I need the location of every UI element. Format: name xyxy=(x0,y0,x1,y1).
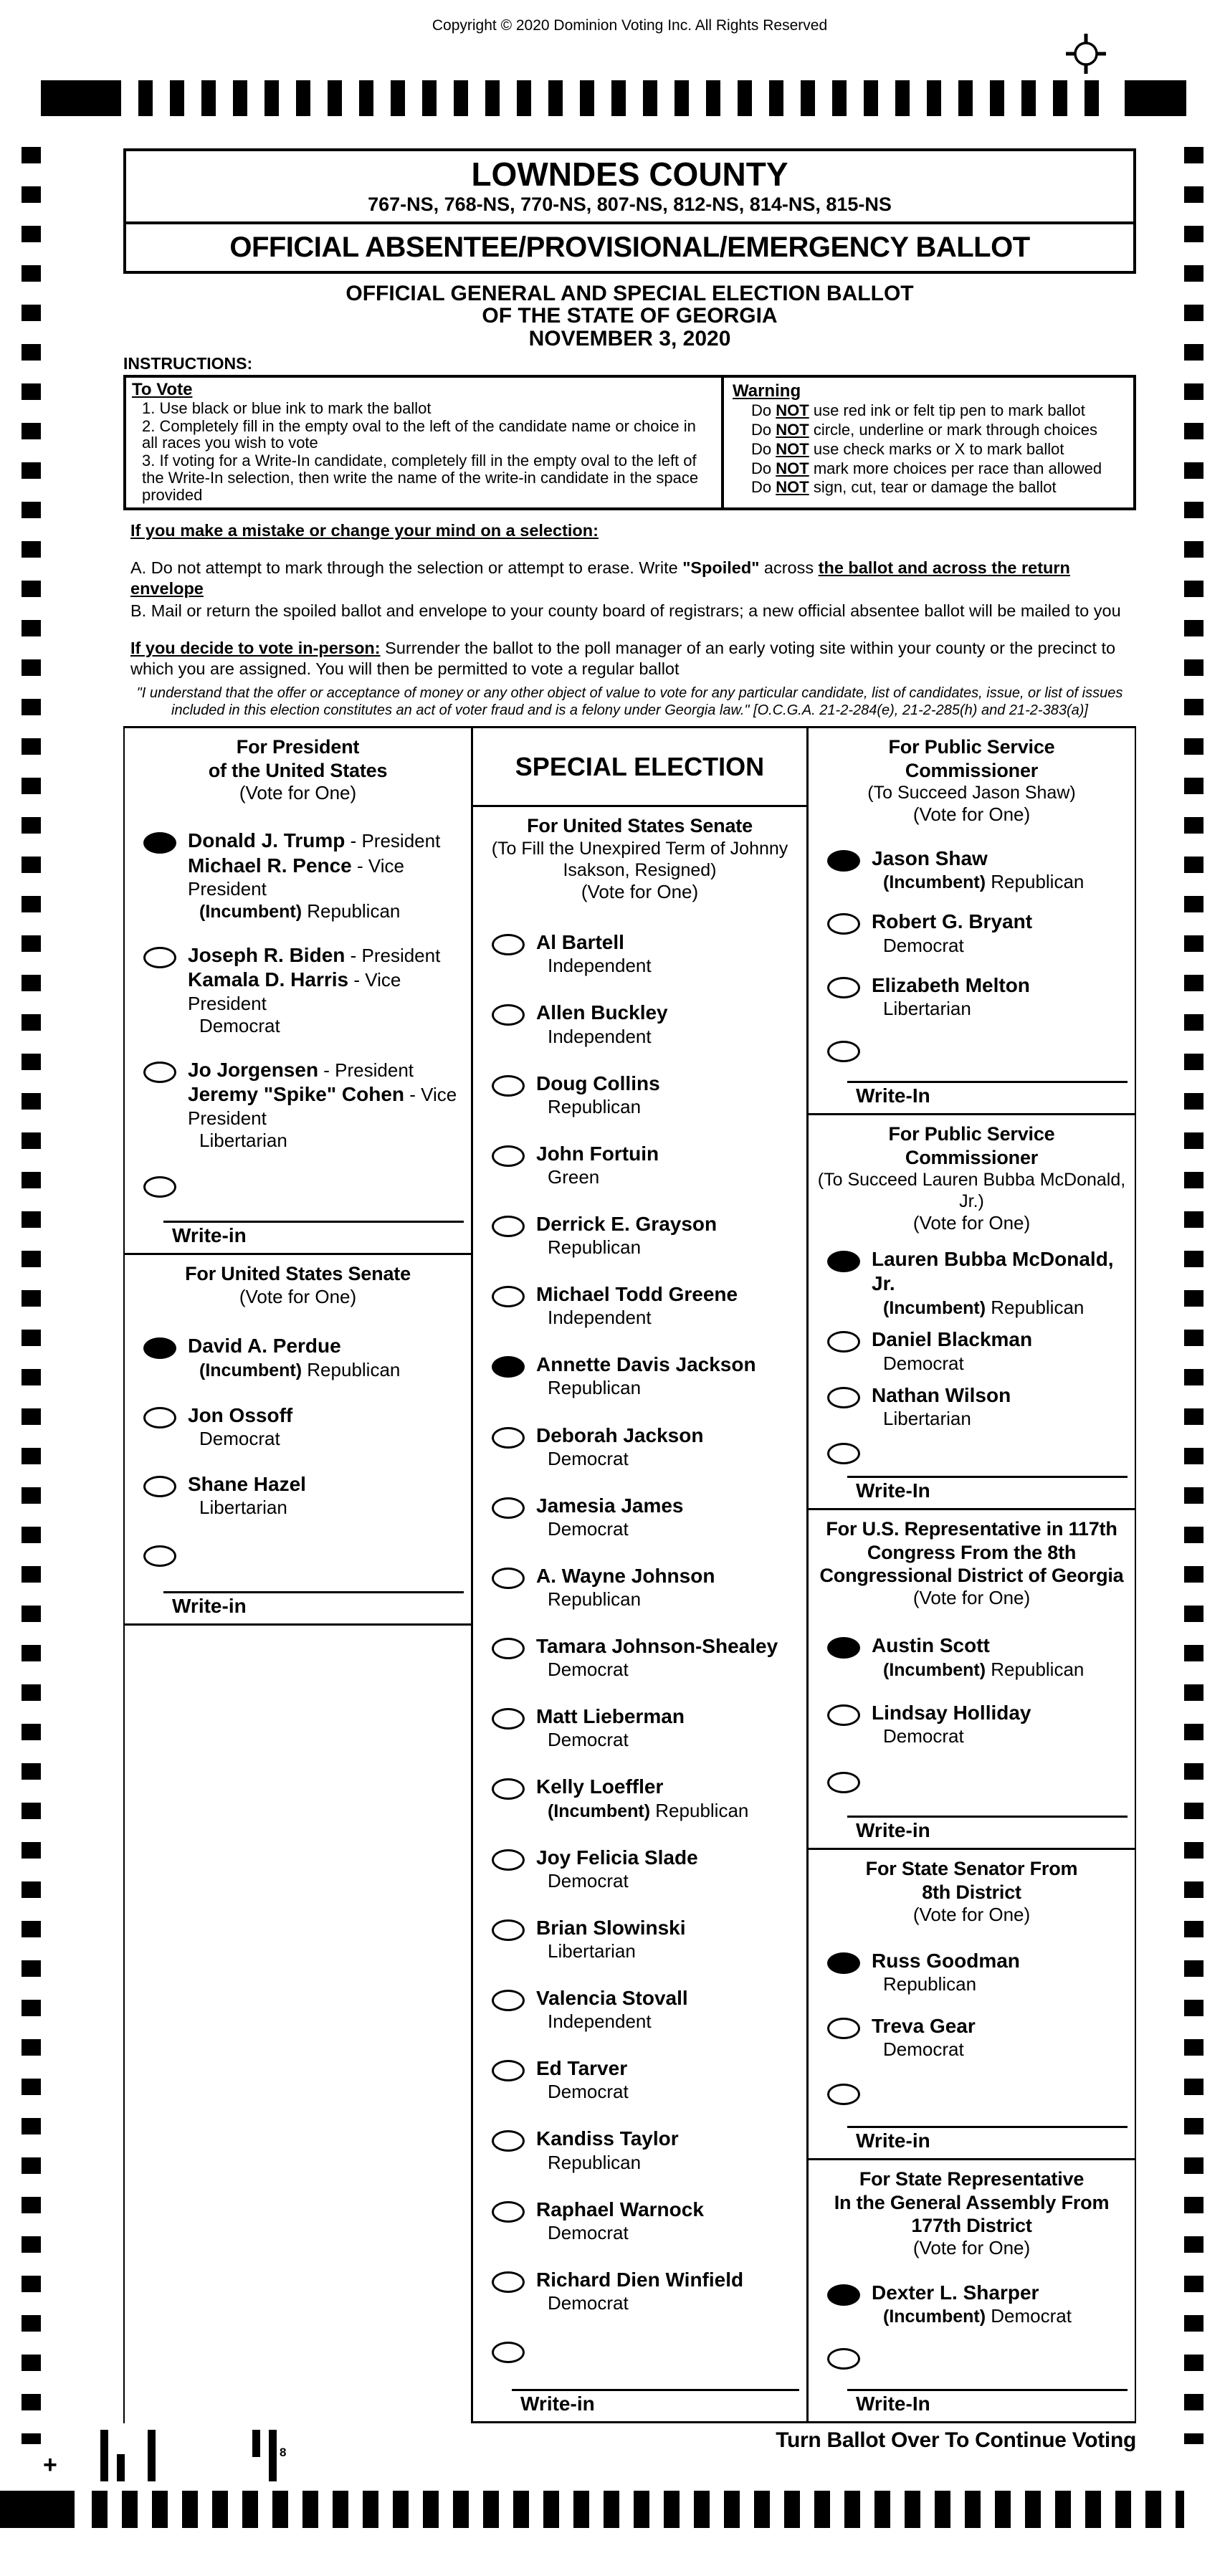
warning-item: Do NOT mark more choices per race than allowed xyxy=(751,459,1102,477)
instructions-label: INSTRUCTIONS: xyxy=(123,353,253,373)
candidate-name: Al Bartell xyxy=(536,931,624,954)
candidate-name: Nathan Wilson xyxy=(872,1384,1011,1407)
race-psc-shaw xyxy=(809,728,1135,1115)
to-vote-title: To Vote xyxy=(132,379,193,399)
write-in-label: Write-in xyxy=(172,1224,247,1247)
timing-block xyxy=(1125,80,1186,116)
mistake-instructions xyxy=(123,520,1136,679)
candidate-oval[interactable] xyxy=(827,1331,860,1353)
candidate-row xyxy=(827,910,1132,957)
candidate-name: Jamesia James xyxy=(536,1494,684,1517)
candidate-oval[interactable] xyxy=(492,2271,525,2293)
candidate-row xyxy=(492,2127,804,2174)
race-title-line: For Public Service xyxy=(888,1123,1055,1145)
race-header xyxy=(809,1115,1135,1236)
election-title xyxy=(123,282,1136,350)
candidate-name: John Fortuin xyxy=(536,1142,659,1165)
candidate-party: (Incumbent) Republican xyxy=(883,1296,1085,1318)
candidate-row xyxy=(492,1072,804,1119)
candidate-row xyxy=(492,1704,804,1752)
candidate-row xyxy=(827,1949,1132,1996)
write-in-candidate-row xyxy=(143,1173,468,1198)
write-in-label: Write-In xyxy=(856,1084,930,1107)
warning-item: Do NOT use check marks or X to mark ballot xyxy=(751,439,1064,458)
candidate-row xyxy=(827,1383,1132,1431)
candidate-party: (Incumbent) Republican xyxy=(883,871,1085,893)
candidate-oval[interactable] xyxy=(492,1778,525,1800)
candidate-name: Donald J. Trump - President xyxy=(188,829,441,852)
candidate-list xyxy=(809,1236,1135,1476)
candidate-party: Independent xyxy=(548,1307,652,1329)
candidate-name: Elizabeth Melton xyxy=(872,974,1030,997)
candidate-list xyxy=(125,1310,471,1591)
candidate-party: (Incumbent) Republican xyxy=(199,1358,401,1380)
candidate-oval[interactable] xyxy=(827,2018,860,2039)
race-subtitle-line: (To Succeed Lauren Bubba McDonald, Jr.) xyxy=(817,1170,1126,1212)
race-title-line: For United States Senate xyxy=(527,815,753,837)
race-subtitle-line: Isakson, Resigned) xyxy=(563,859,717,880)
race-title-line: of the United States xyxy=(208,759,388,781)
candidate-oval[interactable] xyxy=(492,1145,525,1167)
write-in-oval[interactable] xyxy=(827,1443,860,1464)
race-subtitle-line: (To Succeed Jason Shaw) xyxy=(867,783,1076,803)
candidate-row xyxy=(143,829,468,923)
write-in-section xyxy=(809,1081,1135,1113)
race-title-line: 8th District xyxy=(922,1881,1021,1903)
timing-marks-bottom xyxy=(0,2491,1184,2528)
candidate-oval[interactable] xyxy=(492,1075,525,1097)
candidate-oval[interactable] xyxy=(492,1497,525,1519)
write-in-oval[interactable] xyxy=(143,1176,176,1198)
warning-box xyxy=(724,375,1136,510)
precinct-list: 767-NS, 768-NS, 770-NS, 807-NS, 812-NS, 814-NS, 815-NS xyxy=(368,194,892,216)
race-title-line: For State Senator From xyxy=(865,1858,1078,1880)
race-subtitle-line: (To Fill the Unexpired Term of Johnny xyxy=(491,838,788,859)
race-us-rep-117 xyxy=(809,1510,1135,1850)
candidate-list xyxy=(809,827,1135,1081)
candidate-name: Deborah Jackson xyxy=(536,1423,704,1446)
race-us-senate xyxy=(125,1255,471,1626)
warning-item: Do NOT use red ink or felt tip pen to mark ballot xyxy=(751,401,1085,420)
candidate-name: Russ Goodman xyxy=(872,1949,1020,1972)
write-in-oval[interactable] xyxy=(143,1545,176,1567)
write-in-oval[interactable] xyxy=(827,1041,860,1062)
ballot-main xyxy=(123,148,1136,2423)
candidate-oval[interactable] xyxy=(492,1216,525,1237)
candidate-row xyxy=(492,2056,804,2104)
candidate-oval[interactable] xyxy=(492,2201,525,2223)
write-in-section xyxy=(473,2389,806,2421)
timing-block xyxy=(41,80,121,116)
candidate-name: Tamara Johnson-Shealey xyxy=(536,1635,778,1658)
candidate-row xyxy=(492,2268,804,2315)
mistake-line-b: B. Mail or return the spoiled ballot and envelope to your county board of registrars; a new official absentee ballot will be mailed to you xyxy=(130,601,1121,621)
race-state-senator-8 xyxy=(809,1850,1135,2160)
race-psc-mcdonald xyxy=(809,1115,1135,1510)
candidate-party: Libertarian xyxy=(548,1940,636,1962)
race-special-us-senate xyxy=(473,807,806,2423)
candidate-party: Democrat xyxy=(883,1725,964,1747)
race-title-line: Commissioner xyxy=(905,1146,1039,1168)
registration-marks xyxy=(0,2423,323,2494)
registration-bar xyxy=(148,2430,156,2481)
write-in-section xyxy=(125,1221,471,1253)
candidate-party: Republican xyxy=(548,1095,642,1117)
candidate-row xyxy=(492,1212,804,1259)
write-in-candidate-row xyxy=(827,1037,1132,1062)
candidate-name: Shane Hazel xyxy=(188,1473,306,1496)
race-title-line: Congressional District of Georgia xyxy=(819,1565,1124,1587)
candidate-list xyxy=(809,1927,1135,2126)
candidate-oval[interactable] xyxy=(492,934,525,955)
candidate-name: Lindsay Holliday xyxy=(872,1701,1031,1724)
candidate-party: Republican xyxy=(548,2151,642,2173)
candidate-name: Treva Gear xyxy=(872,2015,976,2038)
candidate-oval[interactable] xyxy=(143,947,176,968)
column-middle xyxy=(471,728,809,2423)
candidate-party: Democrat xyxy=(548,1729,629,1751)
candidate-party: Democrat xyxy=(883,2038,964,2061)
race-header xyxy=(809,728,1135,827)
registration-bar xyxy=(117,2454,125,2481)
vote-in-person-note: If you decide to vote in-person: Surrender the ballot to the poll manager of an early voting site within your county or the precinct to which you are assigned. You will then be permitted to vote a regular ballot xyxy=(130,638,1116,679)
candidate-party: Republican xyxy=(548,1588,642,1611)
plus-registration-mark: + xyxy=(43,2451,57,2479)
candidate-row xyxy=(827,2014,1132,2061)
candidate-row xyxy=(827,973,1132,1021)
timing-marks-top xyxy=(41,80,1186,116)
candidate-row xyxy=(143,1058,468,1153)
instructions-row xyxy=(123,375,1136,510)
candidate-name: Dexter L. Sharper xyxy=(872,2281,1039,2304)
candidate-party: Green xyxy=(548,1165,600,1188)
candidate-party: Independent xyxy=(548,1025,652,1047)
candidate-party: Democrat xyxy=(548,2291,629,2314)
write-in-label: Write-in xyxy=(520,2393,595,2415)
race-title-line: Congress From the 8th xyxy=(867,1541,1077,1563)
candidate-party: (Incumbent) Republican xyxy=(883,1658,1085,1680)
candidate-name: Jason Shaw xyxy=(872,846,988,869)
candidate-row xyxy=(492,1142,804,1189)
race-header xyxy=(125,1255,471,1310)
race-title-line: For U.S. Representative in 117th xyxy=(826,1518,1117,1540)
race-title-line: Commissioner xyxy=(905,759,1039,781)
candidate-oval[interactable] xyxy=(827,1952,860,1974)
candidate-oval[interactable] xyxy=(827,1637,860,1659)
race-title-line: For President xyxy=(236,736,360,758)
candidate-oval[interactable] xyxy=(492,1427,525,1449)
candidate-row xyxy=(827,1633,1132,1681)
write-in-section xyxy=(809,2389,1135,2421)
candidate-row xyxy=(143,1403,468,1451)
vote-for-instruction: (Vote for One) xyxy=(581,880,699,902)
write-in-candidate-row xyxy=(827,1768,1132,1793)
candidate-row xyxy=(492,1916,804,1963)
candidate-party: Democrat xyxy=(199,1015,280,1037)
candidate-row xyxy=(827,1701,1132,1748)
candidate-party: Democrat xyxy=(548,1659,629,1681)
candidate-oval[interactable] xyxy=(827,2284,860,2306)
candidate-name: Michael Todd Greene xyxy=(536,1283,738,1306)
candidate-row xyxy=(827,2281,1132,2328)
candidate-oval[interactable] xyxy=(492,1286,525,1307)
write-in-candidate-row xyxy=(143,1542,468,1567)
timing-block xyxy=(0,2491,75,2528)
write-in-label: Write-in xyxy=(856,2129,930,2152)
write-in-oval[interactable] xyxy=(827,1772,860,1793)
candidate-name: Kelly Loeffler xyxy=(536,1775,664,1798)
race-grid xyxy=(123,726,1136,2423)
candidate-party: Democrat xyxy=(548,1517,629,1540)
candidate-name: Jon Ossoff xyxy=(188,1403,293,1426)
candidate-row xyxy=(492,1634,804,1681)
candidate-name: David A. Perdue xyxy=(188,1335,341,1358)
candidate-list xyxy=(473,905,806,2389)
candidate-name: Derrick E. Grayson xyxy=(536,1212,718,1235)
candidate-oval[interactable] xyxy=(492,1708,525,1730)
candidate-party: (Incumbent) Republican xyxy=(199,900,401,922)
registration-digit: 8 xyxy=(280,2446,287,2459)
timing-bars xyxy=(138,80,1105,116)
write-in-candidate-row xyxy=(827,1439,1132,1464)
candidate-oval[interactable] xyxy=(827,913,860,935)
write-in-oval[interactable] xyxy=(492,2342,525,2363)
candidate-name: Annette Davis Jackson xyxy=(536,1353,756,1376)
candidate-party: Independent xyxy=(548,955,652,977)
candidate-oval[interactable] xyxy=(827,850,860,872)
candidate-party: Democrat xyxy=(883,934,964,956)
candidate-list xyxy=(809,1611,1135,1816)
warning-item: Do NOT sign, cut, tear or damage the ballot xyxy=(751,478,1057,497)
race-header xyxy=(473,807,806,905)
write-in-oval[interactable] xyxy=(827,2084,860,2105)
vote-for-instruction: (Vote for One) xyxy=(912,1587,1031,1609)
candidate-running-mate: Michael R. Pence - Vice President xyxy=(188,854,404,900)
copyright-text: Copyright © 2020 Dominion Voting Inc. All Rights Reserved xyxy=(432,17,828,34)
candidate-oval[interactable] xyxy=(492,1568,525,1589)
candidate-name: Austin Scott xyxy=(872,1634,990,1657)
candidate-name: Joseph R. Biden - President xyxy=(188,944,441,967)
candidate-name: Ed Tarver xyxy=(536,2057,628,2080)
to-vote-box xyxy=(123,375,724,510)
write-in-candidate-row xyxy=(827,2344,1132,2370)
timing-marks-right xyxy=(1184,147,1203,2444)
candidate-name: Lauren Bubba McDonald, Jr. xyxy=(872,1248,1114,1295)
warning-item: Do NOT circle, underline or mark through choices xyxy=(751,420,1098,439)
candidate-name: Richard Dien Winfield xyxy=(536,2268,744,2291)
county-name: LOWNDES COUNTY xyxy=(471,156,788,193)
candidate-name: Robert G. Bryant xyxy=(872,910,1033,933)
race-header xyxy=(125,728,471,806)
ballot-type-title: OFFICIAL ABSENTEE/PROVISIONAL/EMERGENCY BALLOT xyxy=(229,232,1030,264)
candidate-oval[interactable] xyxy=(827,1387,860,1408)
turn-ballot-over-text: Turn Ballot Over To Continue Voting xyxy=(776,2428,1136,2452)
candidate-oval[interactable] xyxy=(143,1062,176,1083)
mistake-heading: If you make a mistake or change your mind on a selection: xyxy=(130,521,599,540)
candidate-party: Democrat xyxy=(548,2221,629,2243)
candidate-row xyxy=(492,2198,804,2245)
candidate-party: Republican xyxy=(548,1236,642,1259)
candidate-name: Daniel Blackman xyxy=(872,1328,1033,1351)
candidate-running-mate: Jeremy "Spike" Cohen - Vice President xyxy=(188,1083,457,1129)
candidate-row xyxy=(143,1334,468,1381)
timing-marks-left xyxy=(22,147,41,2444)
candidate-name: Doug Collins xyxy=(536,1072,660,1094)
registration-bar xyxy=(100,2430,108,2481)
candidate-row xyxy=(492,930,804,978)
candidate-party: Democrat xyxy=(199,1428,280,1449)
vote-for-instruction: (Vote for One) xyxy=(912,1904,1031,1926)
write-in-label: Write-In xyxy=(856,1479,930,1502)
candidate-row xyxy=(492,1282,804,1330)
candidate-row xyxy=(492,1001,804,1048)
candidate-row xyxy=(143,1472,468,1520)
candidate-row xyxy=(827,1327,1132,1375)
candidate-list xyxy=(809,2261,1135,2390)
race-title-line: For Public Service xyxy=(888,736,1055,758)
race-state-rep-177 xyxy=(809,2160,1135,2423)
candidate-party: Democrat xyxy=(548,2081,629,2103)
write-in-section xyxy=(809,1816,1135,1848)
candidate-oval[interactable] xyxy=(143,1476,176,1497)
candidate-oval[interactable] xyxy=(492,2130,525,2152)
vote-for-instruction: (Vote for One) xyxy=(912,803,1031,826)
candidate-party: Libertarian xyxy=(199,1130,287,1152)
candidate-oval[interactable] xyxy=(143,832,176,854)
candidate-party: Democrat xyxy=(548,1869,629,1892)
candidate-party: (Incumbent) Republican xyxy=(548,1799,749,1821)
candidate-running-mate: Kamala D. Harris - Vice President xyxy=(188,968,401,1014)
candidate-oval[interactable] xyxy=(143,1337,176,1359)
candidate-party: Democrat xyxy=(883,1352,964,1374)
race-title-line: 177th District xyxy=(911,2215,1032,2237)
write-in-candidate-row xyxy=(492,2338,804,2363)
candidate-oval[interactable] xyxy=(492,2060,525,2081)
candidate-row xyxy=(492,1494,804,1541)
candidate-row xyxy=(827,1247,1132,1319)
candidate-oval[interactable] xyxy=(492,1638,525,1659)
election-title-line: OFFICIAL GENERAL AND SPECIAL ELECTION BALLOT xyxy=(345,282,914,306)
write-in-label: Write-in xyxy=(172,1595,247,1618)
mistake-line-a: A. Do not attempt to mark through the selection or attempt to erase. Write "Spoiled" across the ballot and across the return envelope xyxy=(130,558,1070,598)
race-title-line: For State Representative xyxy=(859,2168,1085,2190)
candidate-row xyxy=(492,1353,804,1400)
write-in-section xyxy=(809,2126,1135,2158)
candidate-party: Libertarian xyxy=(883,1408,971,1430)
candidate-party: Republican xyxy=(548,1377,642,1399)
to-vote-item: 1. Use black or blue ink to mark the ballot xyxy=(142,399,432,417)
registration-crosshair-icon xyxy=(1064,32,1108,76)
special-election-banner: SPECIAL ELECTION xyxy=(473,728,806,807)
candidate-party: Democrat xyxy=(548,1447,629,1469)
candidate-oval[interactable] xyxy=(492,1356,525,1378)
candidate-party: Libertarian xyxy=(199,1497,287,1519)
candidate-name: Valencia Stovall xyxy=(536,1987,688,2009)
write-in-label: Write-in xyxy=(856,1819,930,1842)
candidate-name: Joy Felicia Slade xyxy=(536,1846,698,1869)
race-header xyxy=(809,2160,1135,2261)
write-in-label: Write-In xyxy=(856,2393,930,2415)
to-vote-item: 2. Completely fill in the empty oval to the left of the candidate name or choice in all races you wish to vote xyxy=(142,416,696,452)
registration-bar xyxy=(269,2430,277,2481)
candidate-name: Allen Buckley xyxy=(536,1001,668,1024)
candidate-oval[interactable] xyxy=(492,1919,525,1941)
candidate-row xyxy=(492,1775,804,1822)
candidate-oval[interactable] xyxy=(492,1004,525,1026)
election-title-line: NOVEMBER 3, 2020 xyxy=(528,326,731,350)
registration-bar xyxy=(252,2430,260,2457)
timing-bars xyxy=(92,2491,1184,2528)
candidate-oval[interactable] xyxy=(143,1407,176,1428)
candidate-oval[interactable] xyxy=(827,1704,860,1726)
race-header xyxy=(809,1850,1135,1927)
race-title-line: In the General Assembly From xyxy=(834,2191,1110,2213)
candidate-name: Matt Lieberman xyxy=(536,1705,685,1728)
vote-for-instruction: (Vote for One) xyxy=(239,782,357,804)
candidate-oval[interactable] xyxy=(492,1990,525,2011)
race-president xyxy=(125,728,471,1255)
column-left xyxy=(125,728,471,2423)
candidate-row xyxy=(827,846,1132,894)
candidate-row xyxy=(492,1423,804,1471)
ballot-header-box xyxy=(123,148,1136,274)
candidate-oval[interactable] xyxy=(492,1849,525,1871)
candidate-party: Libertarian xyxy=(883,998,971,1020)
write-in-oval[interactable] xyxy=(827,2348,860,2370)
candidate-name: A. Wayne Johnson xyxy=(536,1564,715,1587)
write-in-section xyxy=(809,1476,1135,1508)
vote-for-instruction: (Vote for One) xyxy=(239,1285,357,1307)
candidate-row xyxy=(492,1846,804,1893)
candidate-row xyxy=(492,1986,804,2033)
column-right xyxy=(809,728,1135,2423)
warning-title: Warning xyxy=(733,381,801,401)
vote-for-instruction: (Vote for One) xyxy=(912,2237,1031,2259)
empty-space xyxy=(125,1626,471,2423)
race-header xyxy=(809,1510,1135,1611)
candidate-name: Kandiss Taylor xyxy=(536,2127,679,2150)
race-title-line: For United States Senate xyxy=(185,1263,411,1285)
write-in-section xyxy=(125,1591,471,1623)
candidate-party: Independent xyxy=(548,2010,652,2033)
vote-for-instruction: (Vote for One) xyxy=(912,1212,1031,1234)
candidate-row xyxy=(143,943,468,1038)
election-title-line: OF THE STATE OF GEORGIA xyxy=(482,304,778,328)
to-vote-item: 3. If voting for a Write-In candidate, completely fill in the empty oval to the left of the Write-In selection, then write the name of the write-in candidate in the space provided xyxy=(142,452,699,504)
candidate-list xyxy=(125,806,471,1221)
candidate-name: Brian Slowinski xyxy=(536,1916,686,1939)
candidate-oval[interactable] xyxy=(827,977,860,998)
write-in-candidate-row xyxy=(827,2080,1132,2105)
candidate-name: Raphael Warnock xyxy=(536,2198,704,2220)
candidate-party: (Incumbent) Democrat xyxy=(883,2305,1072,2327)
candidate-name: Jo Jorgensen - President xyxy=(188,1059,414,1082)
candidate-row xyxy=(492,1564,804,1611)
candidate-party: Republican xyxy=(883,1972,977,1995)
fraud-disclaimer: "I understand that the offer or acceptance of money or any other object of value to vote for any particular candidate, list of candidates, issue, or list of issues included in this election constitutes an act of voter fraud and is a felony under Georgia law." [O.C.G.A. 21-2-284(e), 21-2-285(h) and 21-2-383(a)] xyxy=(136,684,1123,718)
candidate-oval[interactable] xyxy=(827,1251,860,1272)
